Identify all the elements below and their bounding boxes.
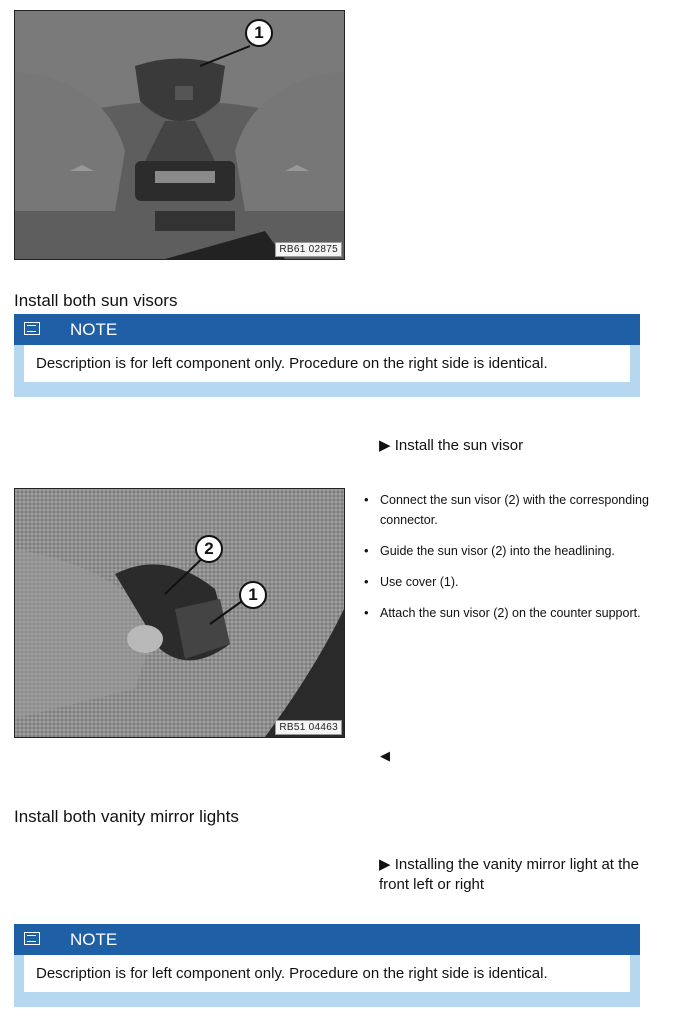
callout-1: 1 — [239, 581, 267, 609]
step-title-vanity-mirror-light: ▶ Installing the vanity mirror light at the front left or right — [379, 856, 639, 893]
section-heading-vanity-mirror-lights: Install both vanity mirror lights — [14, 807, 239, 826]
instruction-item: • Connect the sun visor (2) with the corresponding connector. — [361, 490, 679, 530]
instruction-item: • Use cover (1). — [361, 572, 679, 592]
step-title-install-sun-visor: ▶ Install the sun visor — [379, 437, 524, 454]
note-box — [14, 924, 640, 1007]
figure-overhead-console — [14, 10, 345, 260]
note-label: NOTE — [70, 320, 118, 339]
figure-sun-visor — [14, 488, 345, 738]
callout-2: 2 — [195, 535, 223, 563]
overhead-console-photo — [15, 11, 344, 259]
note-label: NOTE — [70, 930, 118, 949]
note-text: Description is for left component only. Procedure on the right side is identical. — [24, 345, 630, 382]
note-header — [14, 314, 640, 345]
note-hand-icon — [24, 322, 40, 335]
instruction-item: • Attach the sun visor (2) on the counter support. — [361, 603, 679, 623]
step-instructions — [361, 490, 679, 634]
figure-reference: RB61 02875 — [275, 242, 342, 257]
note-hand-icon — [24, 932, 40, 945]
figure-reference: RB51 04463 — [275, 720, 342, 735]
instruction-item: • Guide the sun visor (2) into the headlining. — [361, 541, 679, 561]
step-end-marker: ◀ — [380, 748, 390, 763]
note-header — [14, 924, 640, 955]
section-heading-sun-visors: Install both sun visors — [14, 291, 178, 310]
sun-visor-photo — [15, 489, 344, 737]
note-box — [14, 314, 640, 397]
note-text: Description is for left component only. Procedure on the right side is identical. — [24, 955, 630, 992]
callout-1: 1 — [245, 19, 273, 47]
